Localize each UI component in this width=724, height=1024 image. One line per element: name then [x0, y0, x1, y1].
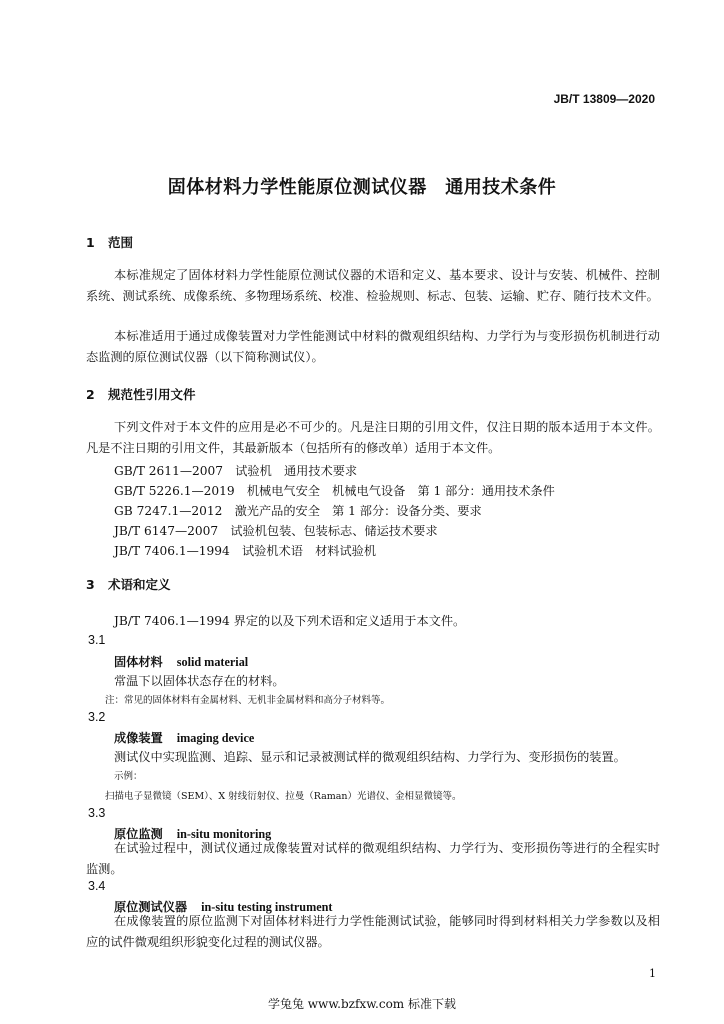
section-1-heading	[86, 233, 133, 251]
term-3-1-number: 3.1	[88, 633, 106, 647]
standard-code: JB/T 13809—2020	[553, 92, 655, 106]
section-title: 规范性引用文件	[108, 387, 196, 402]
section-1-paragraph-1: 本标准规定了固体材料力学性能原位测试仪器的术语和定义、基本要求、设计与安装、机械件、控制系统、测试系统、成像系统、多物理场系统、校准、检验规则、标志、包装、运输、贮存、随行技术文件。	[86, 268, 660, 303]
term-en: imaging device	[176, 731, 255, 745]
term-en: in-situ monitoring	[176, 827, 272, 841]
reference-item: JB/T 6147—2007 试验机包装、包装标志、储运技术要求	[114, 524, 438, 538]
section-3-intro: JB/T 7406.1—1994 界定的以及下列术语和定义适用于本文件。	[114, 614, 466, 628]
section-2-heading	[86, 385, 196, 403]
term-zh: 固体材料	[114, 655, 163, 669]
term-3-1-name	[114, 653, 248, 670]
section-title: 范围	[108, 235, 134, 250]
footer-watermark: 学兔兔 www.bzfxw.com 标准下载	[267, 997, 457, 1011]
section-3-heading	[86, 575, 171, 593]
reference-item: JB/T 7406.1—1994 试验机术语 材料试验机	[114, 544, 377, 558]
reference-item: GB 7247.1—2012 激光产品的安全 第 1 部分：设备分类、要求	[114, 504, 482, 518]
term-zh: 原位测试仪器	[114, 900, 188, 914]
term-3-2-number: 3.2	[88, 710, 106, 724]
term-en: solid material	[176, 655, 249, 669]
term-3-2-definition: 测试仪中实现监测、追踪、显示和记录被测试样的微观组织结构、力学行为、变形损伤的装置。	[114, 750, 626, 764]
page-number: 1	[649, 967, 656, 980]
term-3-2-name	[114, 729, 254, 746]
term-zh: 成像装置	[114, 731, 163, 745]
section-number: 3	[86, 577, 95, 592]
term-3-4-definition: 在成像装置的原位监测下对固体材料进行力学性能测试试验，能够同时得到材料相关力学参数以及相应的试件微观组织形貌变化过程的测试仪器。	[86, 914, 660, 949]
term-3-1-definition: 常温下以固体状态存在的材料。	[114, 674, 285, 688]
section-number: 1	[86, 235, 95, 250]
section-title: 术语和定义	[108, 577, 171, 592]
section-number: 2	[86, 387, 95, 402]
term-en: in-situ testing instrument	[201, 900, 333, 914]
term-3-3-number: 3.3	[88, 806, 106, 820]
reference-item: GB/T 2611—2007 试验机 通用技术要求	[114, 464, 358, 478]
document-title: 固体材料力学性能原位测试仪器 通用技术条件	[167, 177, 557, 198]
reference-item: GB/T 5226.1—2019 机械电气安全 机械电气设备 第 1 部分：通用技术条件	[114, 484, 555, 498]
term-3-2-example-label: 示例：	[114, 771, 143, 782]
term-3-2-example: 扫描电子显微镜（SEM）、X 射线衍射仪、拉曼（Raman）光谱仪、金相显微镜等。	[105, 791, 462, 802]
term-zh: 原位监测	[114, 827, 163, 841]
term-3-3-definition: 在试验过程中，测试仪通过成像装置对试样的微观组织结构、力学行为、变形损伤等进行的全程实时监测。	[86, 841, 660, 876]
section-1-paragraph-2: 本标准适用于通过成像装置对力学性能测试中材料的微观组织结构、力学行为与变形损伤机制进行动态监测的原位测试仪器（以下简称测试仪）。	[86, 329, 660, 364]
section-2-paragraph-1: 下列文件对于本文件的应用是必不可少的。凡是注日期的引用文件，仅注日期的版本适用于本文件。凡是不注日期的引用文件，其最新版本（包括所有的修改单）适用于本文件。	[86, 420, 660, 455]
term-3-4-number: 3.4	[88, 879, 106, 893]
term-3-1-note: 注：常见的固体材料有金属材料、无机非金属材料和高分子材料等。	[105, 695, 391, 706]
